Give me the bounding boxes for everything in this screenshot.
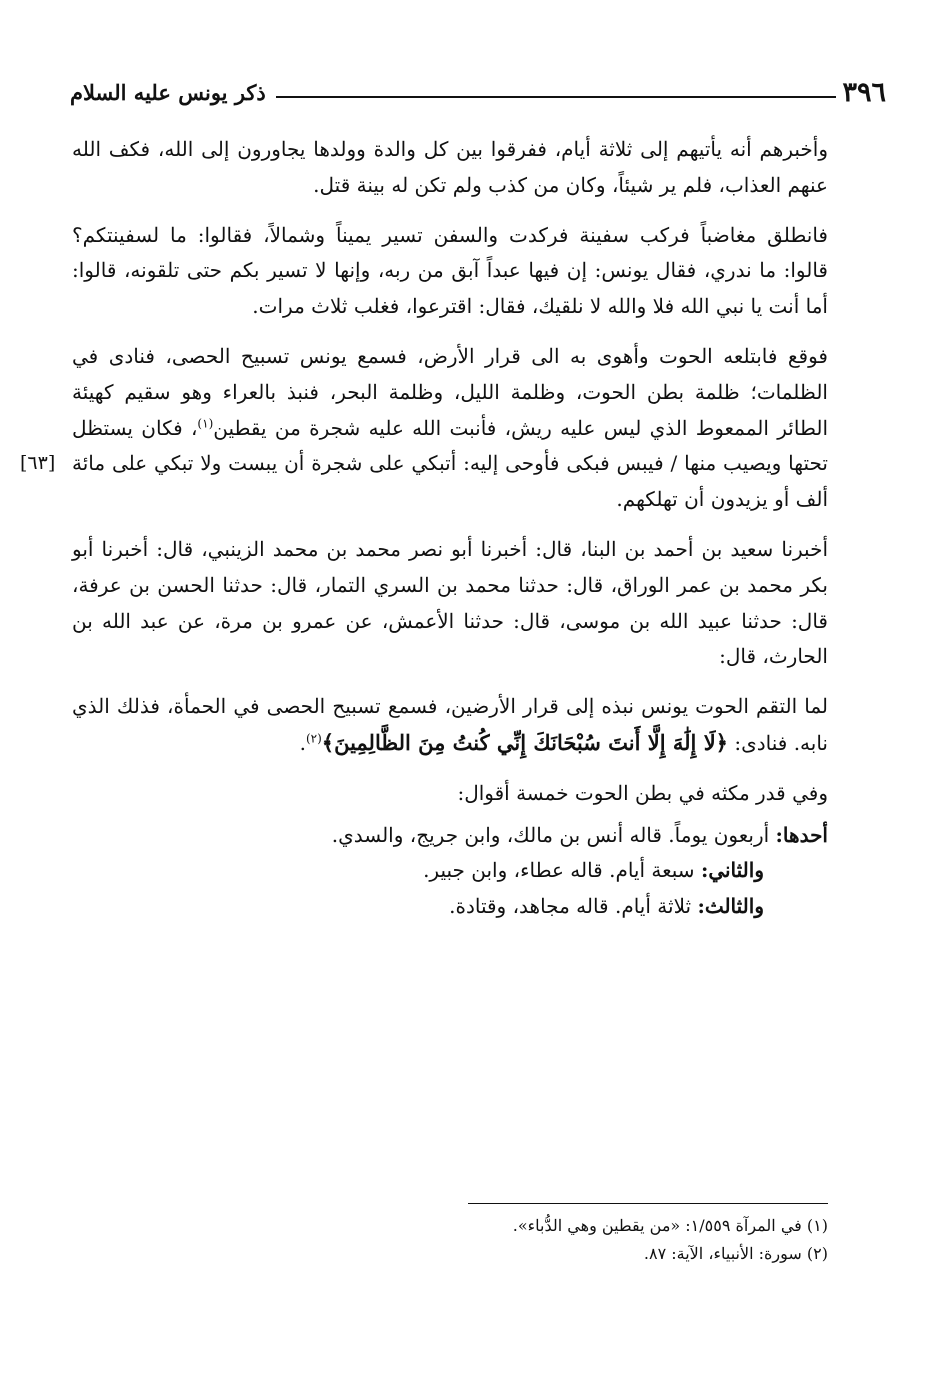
opinion-text: ثلاثة أيام. قاله مجاهد، وقتادة. (449, 894, 698, 919)
paragraph-5-end: . (299, 730, 306, 755)
list-item (72, 818, 828, 854)
footnote-marker-2: (٢) (305, 731, 322, 746)
footnote-marker-1: (١) (197, 415, 214, 430)
footnote-1: (١) في المرآة ١/٥٥٩: «من يقطين وهي الدُّباء». (512, 1216, 828, 1235)
paragraph-6: وفي قدر مكثه في بطن الحوت خمسة أقوال: (457, 780, 828, 805)
paragraph-3-part-a: فوقع فابتلعه الحوت وأهوى به الى قرار الأرض، فسمع يونس تسبيح الحصى، فنادى في الظلمات؛ ظلمة بطن الحوت، وظلمة الليل، وظلمة البحر، فنبذ بالعراء وهو سقيم كهيئة الطائر الممعوط الذي ليس عليه ريش، فأنبت الله عليه شجرة من يقطين (72, 343, 828, 440)
paragraph-5-text: لما التقم الحوت يونس نبذه إلى قرار الأرضين، فسمع تسبيح الحصى في الحمأة، فذلك الذي نابه. فنادى: (72, 694, 828, 755)
footnote-2: (٢) سورة: الأنبياء، الآية: ٨٧. (643, 1244, 828, 1263)
paragraph-4-isnad: أخبرنا سعيد بن أحمد بن البنا، قال: أخبرنا أبو نصر محمد بن محمد الزينبي، قال: أخبرنا أبو بكر محمد بن عمر الوراق، قال: حدثنا محمد بن السري التمار، قال: حدثنا الحسن بن عرفة، قال: حدثنا عبيد الله بن موسى، قال: حدثنا الأعمش، عن عمرو بن مرة، عن عبد الله بن الحارث، قال: (72, 536, 828, 669)
margin-page-reference: [٦٣] (20, 451, 56, 474)
footnotes (128, 1212, 828, 1268)
opinion-text: سبعة أيام. قاله عطاء، وابن جبير. (423, 858, 701, 883)
opinion-label: أحدها: (775, 822, 828, 847)
opinion-label: والثاني: (700, 858, 764, 883)
paragraph-1: وأخبرهم أنه يأتيهم إلى ثلاثة أيام، ففرقوا بين كل والدة وولدها يجاورون إلى الله، فكف الله عنهم العذاب، فلم ير شيئاً، وكان من كذب ولم تكن له بينة قتل. (72, 137, 828, 197)
running-header (70, 72, 886, 112)
list-item (72, 889, 828, 925)
paragraph-5 (72, 689, 828, 762)
header-rule (276, 96, 837, 98)
paragraph-3-part-b: ، فكان يستظل تحتها ويصيب منها / فيبس فبكى فأوحى إليه: أتبكي على شجرة أن يبست ولا تبكي على مائة ألف أو يزيدون أن تهلكهم. (72, 415, 828, 512)
paragraph-2: فانطلق مغاضباً فركب سفينة فركدت والسفن تسير يميناً وشمالاً، فقالوا: ما لسفينتكم؟ قالوا: ما ندري، فقال يونس: إن فيها عبداً آبق من ربه، وإنها لا تسير بكم حتى تلقونه، قالوا: أما أنت يا نبي الله فلا والله لا نلقيك، فقال: اقترعوا، فغلب ثلاث مرات. (72, 222, 828, 319)
opinions-list (72, 818, 828, 925)
list-item (72, 853, 828, 889)
page-number: ٣٩٦ (842, 76, 886, 108)
opinion-label: والثالث: (697, 894, 764, 919)
quran-verse: ﴿لَا إِلَٰهَ إِلَّا أَنتَ سُبْحَانَكَ إِنِّي كُنتُ مِنَ الظَّالِمِينَ﴾ (321, 729, 728, 755)
paragraph-3 (20, 339, 828, 518)
opinion-text: أربعون يوماً. قاله أنس بن مالك، وابن جريج، والسدي. (331, 822, 776, 847)
running-title: ذكر يونس عليه السلام (70, 79, 266, 105)
main-text (20, 132, 828, 925)
footnote-separator (468, 1203, 828, 1204)
